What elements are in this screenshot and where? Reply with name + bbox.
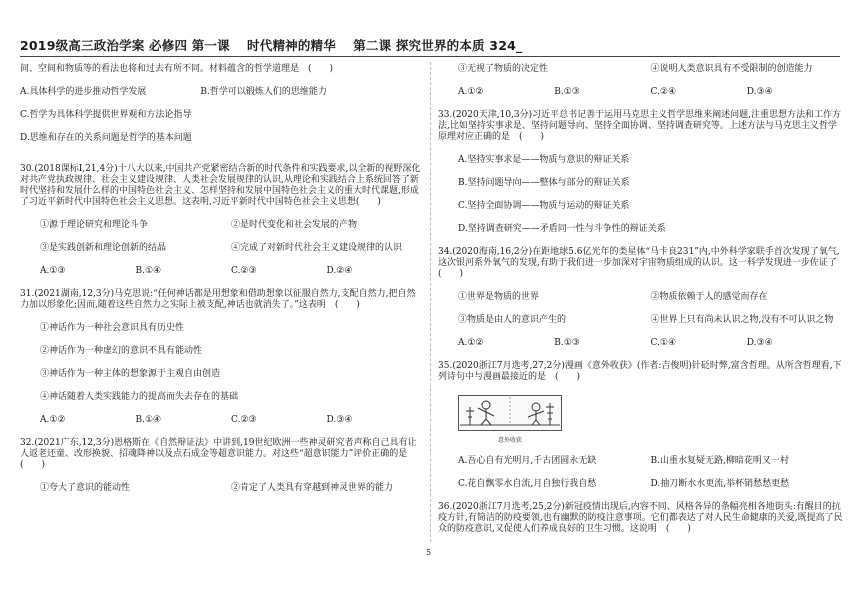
option-item: A.①② xyxy=(458,87,484,97)
option-item: A.①② xyxy=(40,415,66,425)
option-item: D.③④ xyxy=(746,87,773,97)
question-text: 34.(2020海南,16,2分)在距地球5.6亿光年的类星体“马卡良231”内,中外科学家联手首次发现了氧气,这次银河系外氧气的发现,有助于我们进一步加深对宇宙物质组成的认识。这一科学发现进一步佐证了 ( ) xyxy=(438,247,846,279)
document-header: 2019级高三政治学案 必修四 第一课 时代精神的精华 第二课 探究世界的本质 324_ xyxy=(20,38,523,53)
option-row xyxy=(438,456,843,467)
option-item: ①夸大了意识的能动性 xyxy=(40,483,131,493)
cartoon-image xyxy=(458,395,562,431)
question-text: C.哲学为具体科学提供世界观和方法论指导 xyxy=(20,110,192,120)
cartoon-caption: 意外收获 xyxy=(497,437,522,444)
option-item: ②物质依赖于人的感觉而存在 xyxy=(650,292,768,302)
option-row xyxy=(20,415,422,426)
question-text: A.坚持实事求是——物质与意识的辩证关系 xyxy=(458,155,630,165)
question-text: D.思维和存在的关系问题是哲学的基本问题 xyxy=(20,133,192,143)
option-row xyxy=(20,243,422,254)
option-item: C.花自飘零水自流,月自独行我自愁 xyxy=(458,479,597,489)
option-row xyxy=(438,64,843,75)
option-item: ③是实践创新和理论创新的结晶 xyxy=(40,243,167,253)
option-row xyxy=(438,479,843,490)
option-row xyxy=(20,483,422,494)
spacer xyxy=(20,156,422,164)
question-text: D.坚持调查研究——矛盾同一性与斗争性的辩证关系 xyxy=(458,224,666,234)
header-rule xyxy=(20,56,840,57)
option-item: D.③④ xyxy=(326,415,353,425)
option-item: C.①④ xyxy=(650,338,677,348)
option-item: C.②③ xyxy=(231,415,257,425)
option-row xyxy=(438,87,843,98)
option-item: B.①④ xyxy=(135,266,162,276)
option-item: ②是时代变化和社会发展的产物 xyxy=(231,220,358,230)
option-item: ①源于理论研究和理论斗争 xyxy=(40,220,149,230)
option-item: ②肯定了人类具有穿越到神灵世界的能力 xyxy=(231,483,394,493)
question-text: ④神话随着人类实践能力的提高而失去存在的基础 xyxy=(40,392,239,402)
question-text: 30.(2018课标I,21,4分)十八大以来,中国共产党紧密结合新的时代条件和实践要求,以全新的视野深化对共产党执政规律、社会主义建设规律、人类社会发展规律的认识,从理论和实践结合上系统回答了新时代坚持和发展什么样的中国特色社会主义、怎样坚持和发展中国特色社会主义的重大时代课题,形成了习近平新时代中国特色社会主义思想。这表明,习近平新时代中国特色社会主义思想( ) xyxy=(20,164,421,207)
question-text: 33.(2020天津,10,3分)习近平总书记善于运用马克思主义哲学思维来阐述问题,注重思想方法和工作方法,比如坚持实事求是、坚持问题导向、坚持全面协调、坚持调查研究等。上述方法与马克思主义哲学原理对应正确的是 ( ) xyxy=(438,110,842,142)
right-column xyxy=(438,64,846,547)
question-text: ③神话作为一种主体的想象源于主观自由创造 xyxy=(40,369,221,379)
question-text: 36.(2020浙江7月选考,25,2分)新冠疫情出现后,内容不同、风格各异的条幅亮相各地街头:有醒目的抗疫方针,有简洁的防疫要领,也有幽默的防疫注意事项。它们都表达了对人民生命健康的关爱,既提高了民众的防疫意识,又促使人们养成良好的卫生习惯。这说明 ( ) xyxy=(438,502,843,534)
question-text: C.坚持全面协调——物质与运动的辩证关系 xyxy=(458,201,630,211)
question-text: 间、空间和物质等的看法也将和过去有所不同。材料蕴含的哲学道理是 ( ) xyxy=(20,64,334,74)
option-item: A.①③ xyxy=(40,266,66,276)
left-column xyxy=(20,64,422,506)
option-item: C.②④ xyxy=(650,87,677,97)
page-number: 5 xyxy=(426,548,432,557)
option-item: ③无视了物质的决定性 xyxy=(458,64,549,74)
option-row xyxy=(438,338,843,349)
question-text: 35.(2020浙江7月选考,27,2分)漫画《意外收获》(作者:吉俊明)针砭时弊,富含哲理。从所含哲理看,下列诗句中与漫画最接近的是 ( ) xyxy=(438,361,842,382)
option-item: B.①③ xyxy=(554,338,580,348)
option-row xyxy=(20,266,422,277)
option-item: ①世界是物质的世界 xyxy=(458,292,540,302)
option-item: ④完成了对新时代社会主义建设规律的认识 xyxy=(231,243,403,253)
option-row xyxy=(438,292,843,303)
option-item: B.①③ xyxy=(554,87,580,97)
option-row xyxy=(438,315,843,326)
option-item: A.吾心自有光明月,千古团圆永无缺 xyxy=(458,456,597,466)
option-item: ④说明人类意识具有不受限制的创造能力 xyxy=(650,64,813,74)
option-item: A.①② xyxy=(458,338,484,348)
question-text: 31.(2021湖南,12,3分)马克思说:“任何神话都是用想象和借助想象以征服自然力,支配自然力,把自然力加以形象化;因而,随着这些自然力之实际上被支配,神话也就消失了。”这表明 ( ) xyxy=(20,289,416,310)
option-item: ④世界上只有尚未认识之物,没有不可认识之物 xyxy=(650,315,834,325)
option-item: D.抽刀断水水更流,举杯销愁愁更愁 xyxy=(650,479,790,489)
option-item: C.②③ xyxy=(231,266,257,276)
question-text: ②神话作为一种虚幻的意识不具有能动性 xyxy=(40,346,203,356)
option-item: B.①④ xyxy=(135,415,162,425)
option-item: B.山重水复疑无路,柳暗花明又一村 xyxy=(650,456,789,466)
question-text: A.具体科学的进步推动哲学发展 B.哲学可以锻炼人们的思维能力 xyxy=(20,87,327,97)
question-text: B.坚持问题导向——整体与部分的辩证关系 xyxy=(458,178,630,188)
option-item: ③物质是由人的意识产生的 xyxy=(458,315,567,325)
question-text: 32.(2021广东,12,3分)恩格斯在《自然辩证法》中讲到,19世纪欧洲一些神灵研究者声称自己具有让人返老还童、改形换貌、招魂降神以及点石成金等超意识能力。对这些“超意识能力”评价正确的是 ( ) xyxy=(20,438,417,470)
column-divider xyxy=(430,62,431,542)
question-text: ①神话作为一种社会意识具有历史性 xyxy=(40,323,185,333)
option-item: D.③④ xyxy=(746,338,773,348)
option-row xyxy=(20,220,422,231)
option-item: D.②④ xyxy=(326,266,353,276)
